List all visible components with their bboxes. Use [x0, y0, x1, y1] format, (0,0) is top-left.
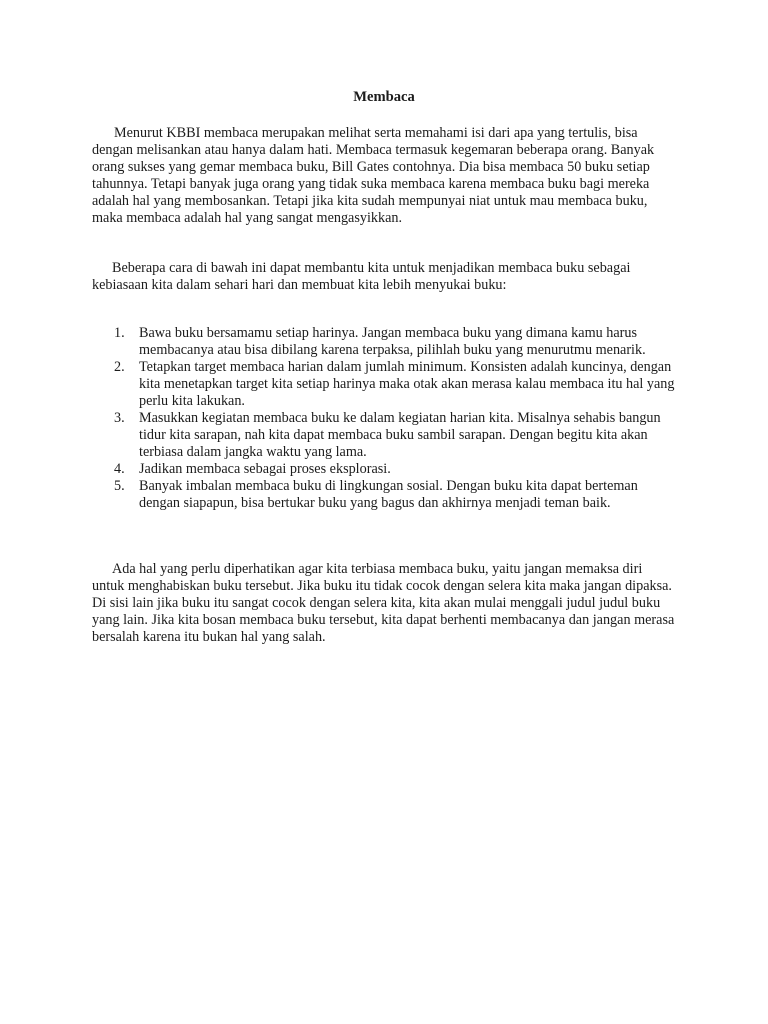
list-item-text: Banyak imbalan membaca buku di lingkungan sosial. Dengan buku kita dapat berteman dengan siapapun, bisa bertukar buku yang bagus dan akhirnya menjadi teman baik.: [139, 478, 638, 511]
list-item: [92, 478, 677, 512]
list-intro-paragraph: Beberapa cara di bawah ini dapat membantu kita untuk menjadikan membaca buku sebagai kebiasaan kita dalam sehari hari dan membuat kita lebih menyukai buku:: [92, 260, 631, 293]
list-item-number: 5.: [114, 478, 125, 494]
list-item-number: 1.: [114, 325, 125, 341]
list-item-text: Bawa buku bersamamu setiap harinya. Jangan membaca buku yang dimana kamu harus membacanya atau bisa dibilang karena terpaksa, pilihlah buku yang menurutmu menarik.: [139, 325, 646, 358]
list-item-text: Jadikan membaca sebagai proses eksplorasi.: [139, 461, 391, 477]
list-item-text: Tetapkan target membaca harian dalam jumlah minimum. Konsisten adalah kuncinya, dengan kita menetapkan target kita setiap harinya maka otak akan merasa kalau membaca itu hal yang perlu kita lakukan.: [139, 359, 675, 409]
list-item: [92, 461, 677, 478]
closing-paragraph: Ada hal yang perlu diperhatikan agar kita terbiasa membaca buku, yaitu jangan memaksa diri untuk menghabiskan buku tersebut. Jika buku itu tidak cocok dengan selera kita maka jangan dipaksa. Di sisi lain jika buku itu sangat cocok dengan selera kita, kita akan mulai menggali judul judul buku yang lain. Jika kita bosan membaca buku tersebut, kita dapat berhenti membacanya dan jangan merasa bersalah karena itu bukan hal yang salah.: [92, 561, 675, 645]
list-item: [92, 325, 677, 359]
list-item-number: 3.: [114, 410, 125, 426]
tips-list: [92, 325, 677, 512]
list-item-text: Masukkan kegiatan membaca buku ke dalam kegiatan harian kita. Misalnya sehabis bangun tidur kita sarapan, nah kita dapat membaca buku sambil sarapan. Dengan begitu kita akan terbiasa dalam jangka waktu yang lama.: [139, 410, 661, 460]
list-item: [92, 410, 677, 461]
list-item-number: 4.: [114, 461, 125, 477]
list-item: [92, 359, 677, 410]
intro-paragraph: Menurut KBBI membaca merupakan melihat serta memahami isi dari apa yang tertulis, bisa dengan melisankan atau hanya dalam hati. Membaca termasuk kegemaran beberapa orang. Banyak orang sukses yang gemar membaca buku, Bill Gates contohnya. Dia bisa membaca 50 buku setiap tahunnya. Tetapi banyak juga orang yang tidak suka membaca karena membaca buku bagi mereka adalah hal yang membosankan. Tetapi jika kita sudah mempunyai niat untuk mau membaca buku, maka membaca adalah hal yang sangat mengasyikkan.: [92, 125, 655, 226]
document-title: Membaca: [353, 89, 415, 105]
list-item-number: 2.: [114, 359, 125, 375]
